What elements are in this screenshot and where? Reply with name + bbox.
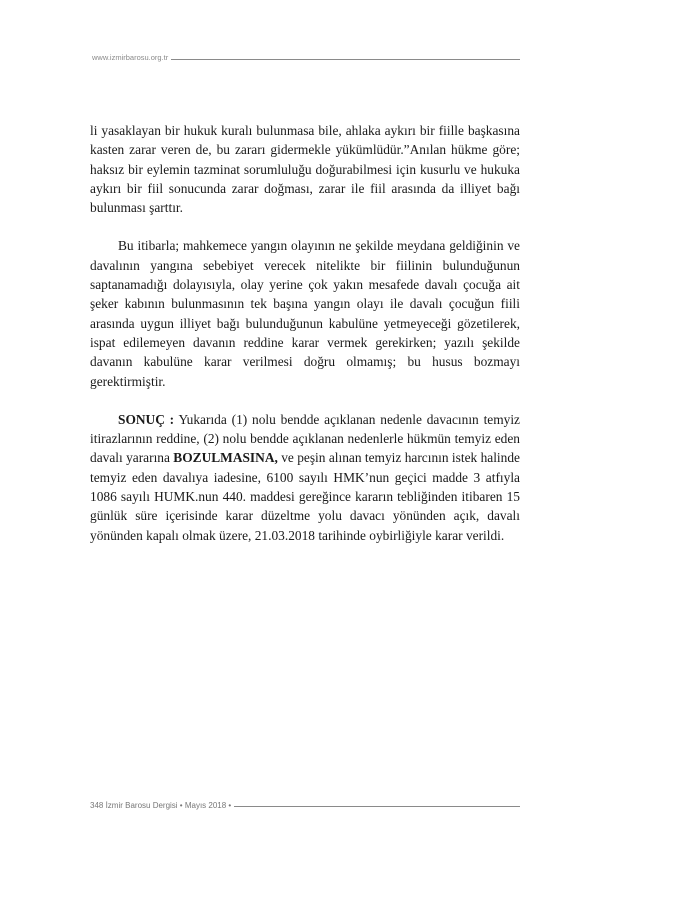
paragraph-2: Bu itibarla; mahkemece yangın olayının ne şekilde meydana geldiğinin ve davalının yangına sebebiyet verecek nitelikte bir fiilinin bulunduğunun saptanamadığı dolayısıyla, olay yerine çok yakın mesafede davalı çocuğa ait şeker kabının bulunmasının tek başına yangın olayı ile davalı çocuğun fiili arasında uygun illiyet bağı bulunduğunun kabulüne yetmeyeceği gözetilerek, ispat edilemeyen davanın reddine karar vermek gerekirken; yazılı şekilde davanın kabulüne karar verilmesi doğru olmamış; bu husus bozmayı gerektirmiştir. (90, 238, 520, 389)
page-footer (90, 801, 520, 813)
bozulmasina-text: BOZULMASINA, (173, 450, 278, 466)
footer-text: 348 İzmir Barosu Dergisi • Mayıs 2018 • (90, 801, 234, 810)
sonuc-label: SONUÇ : (118, 411, 175, 427)
page-header (92, 53, 520, 65)
paragraph-3-text-a: Yukarıda (1) nolu bendde açıklanan nedenle davacının temyiz itirazlarının reddine, (2) nolu bendde açıklanan nedenlerle hükmün temyiz eden davalı yararına (90, 411, 521, 466)
paragraph-1: li yasaklayan bir hukuk kuralı bulunmasa bile, ahlaka aykırı bir fiille başkasına kasten zarar veren de, bu zararı gidermekle yükümlüdür.”Anılan hükme göre; haksız bir eylemin tazminat sorumluluğu doğurabilmesi için kusurlu ve hukuka aykırı bir fiil sonucunda zarar doğması, zarar ile fiil arasında da illiyet bağı bulunması şarttır. (90, 123, 520, 216)
paragraph-3 (90, 410, 520, 545)
document-body (90, 121, 520, 564)
paragraph-3-text-b: ve peşin alınan temyiz harcının istek halinde temyiz eden davalıya iadesine, 6100 sayılı HMK’nun geçici madde 3 atfıyla 1086 sayılı HUMK.nun 440. maddesi gereğince kararın tebliğinden itibaren 15 günlük süre içerisinde karar düzeltme yolu davacı yönünden açık, davalı yönünden kapalı olmak üzere, 21.03.2018 tarihinde oybirliğiyle karar verildi. (90, 450, 520, 543)
header-url: www.izmirbarosu.org.tr (92, 53, 171, 62)
